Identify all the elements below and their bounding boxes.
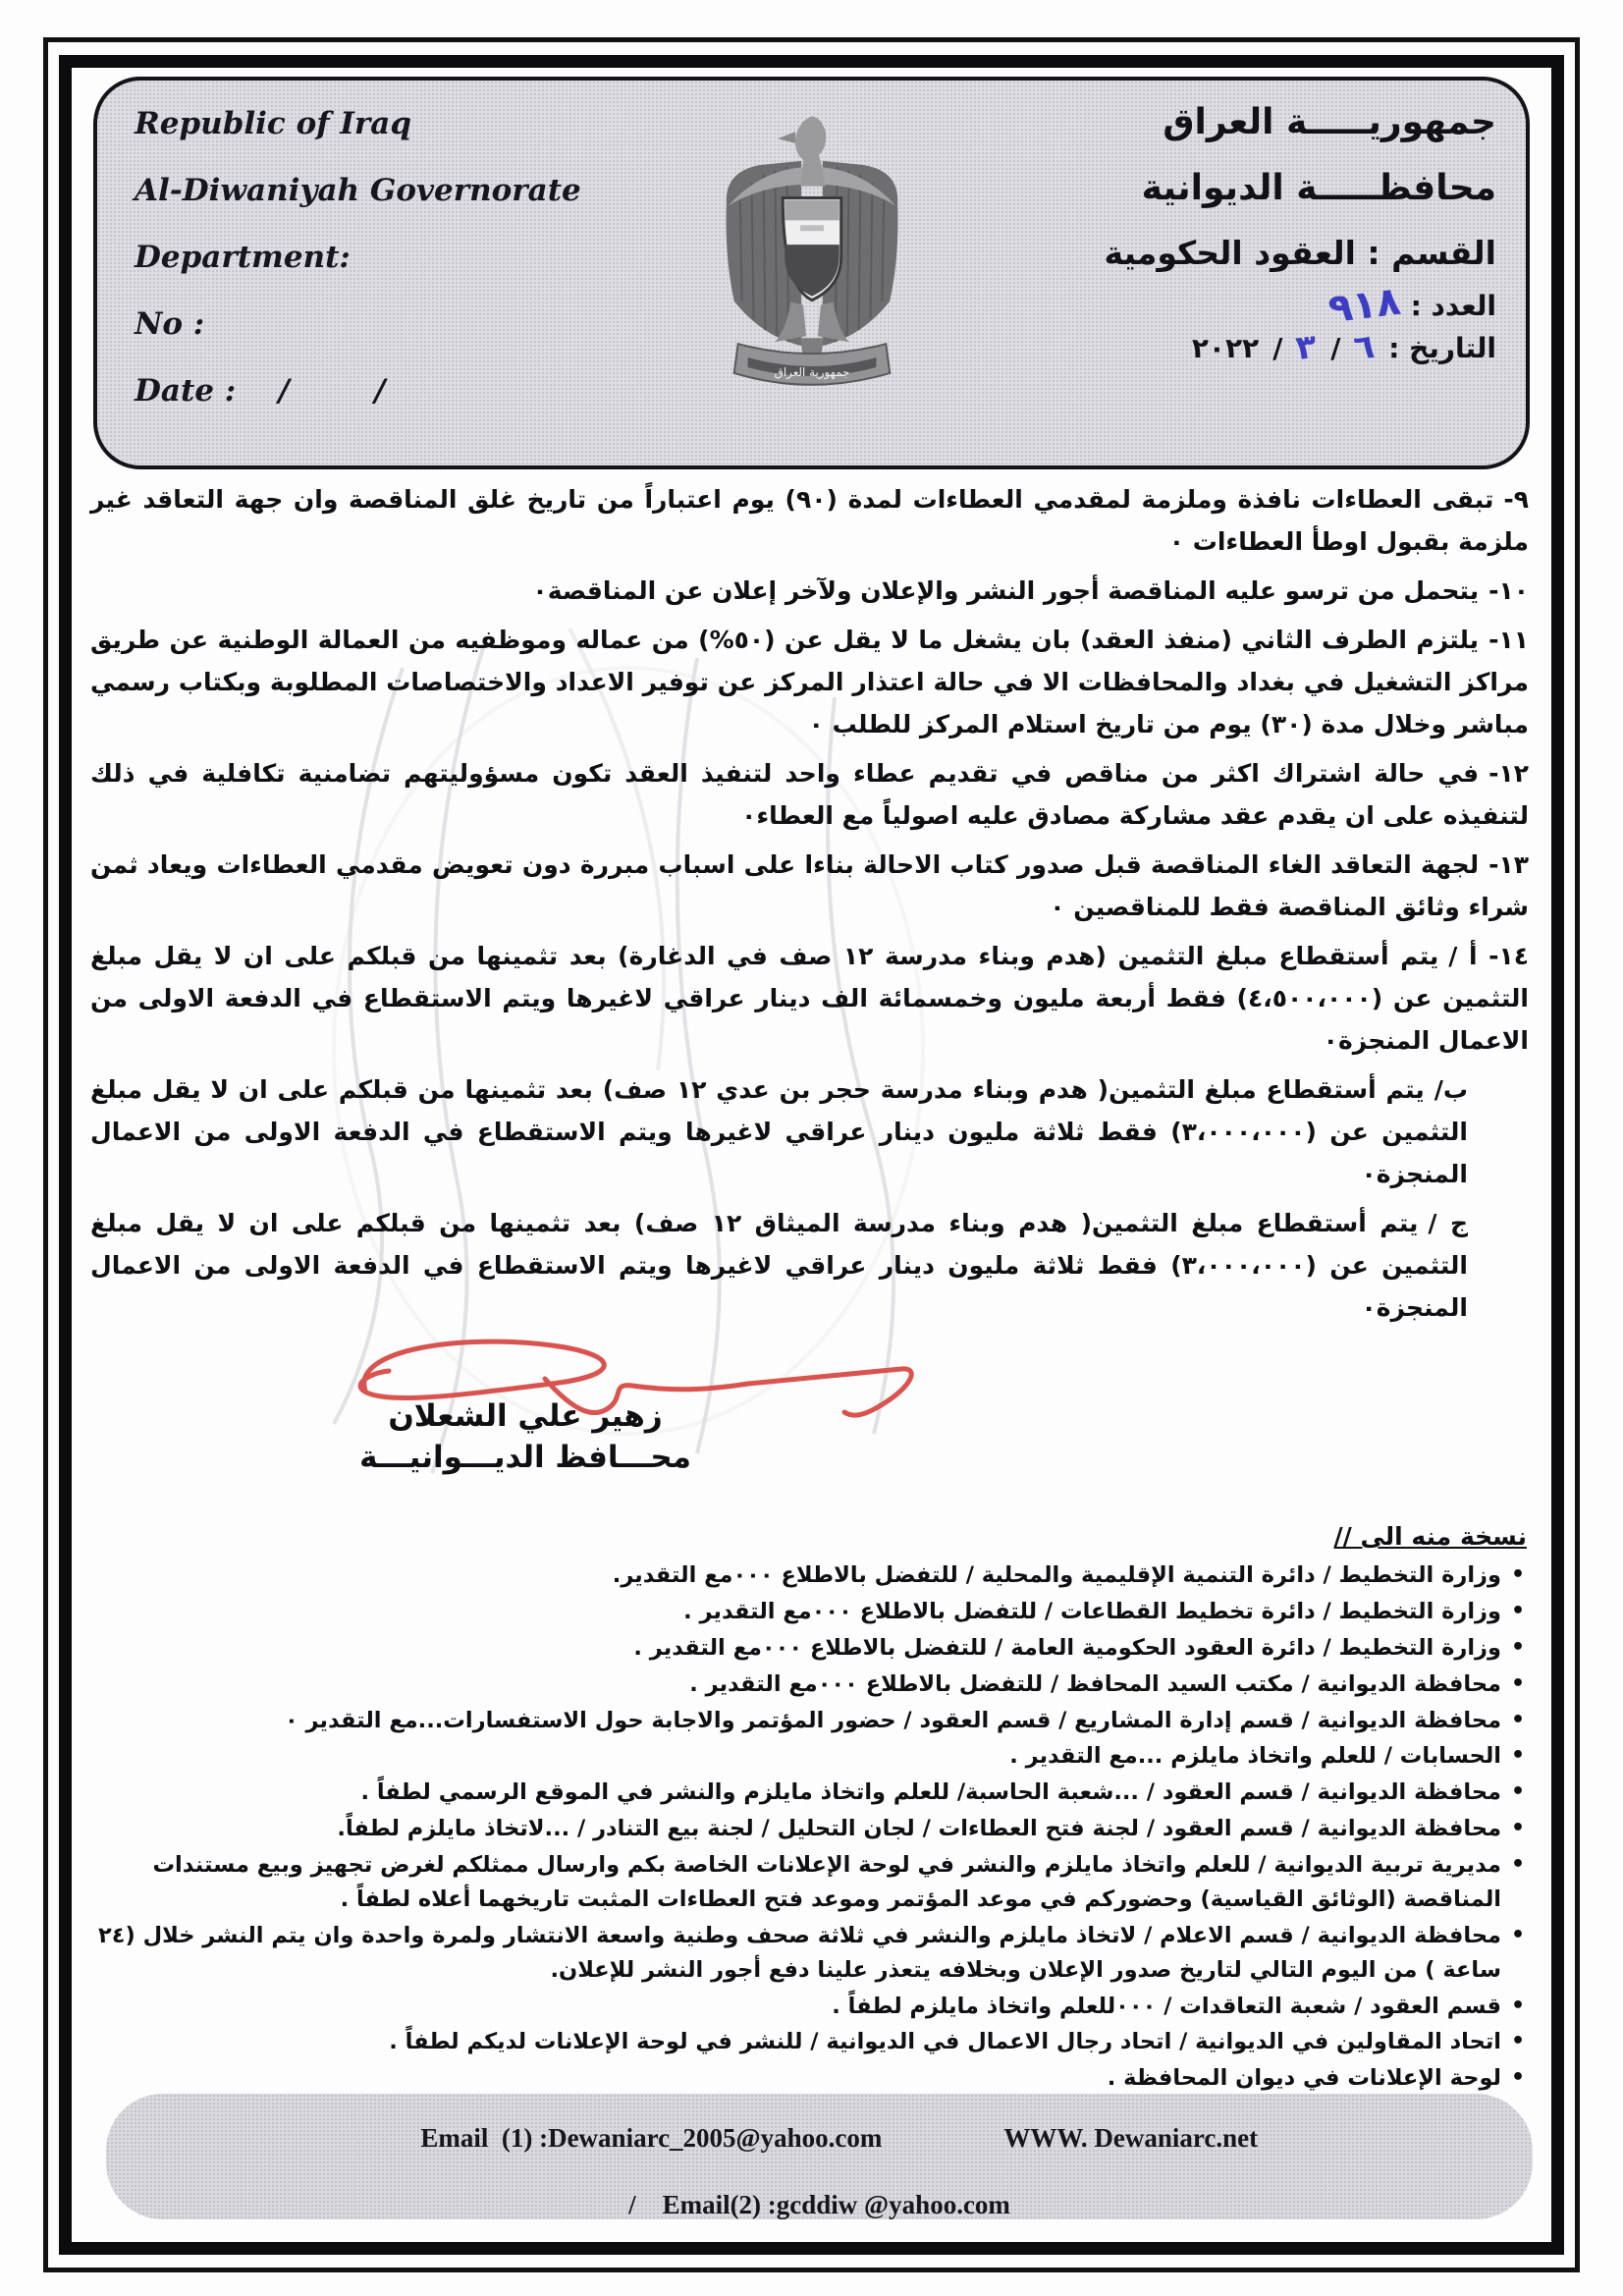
clause-13: ١٣-لجهة التعاقد الغاء المناقصة قبل صدور كتاب الاحالة بناءا على اسباب مبررة دون تعويض مقدمي العطاءات ويعاد ثمن شراء وثائق المناقصة فقط للمناقصين ٠ (90, 850, 1529, 921)
copy-item: • لوحة الإعلانات في ديوان المحافظة . (88, 2061, 1527, 2096)
copy-distribution-list (88, 1522, 1527, 2098)
copy-item: • وزارة التخطيط / دائرة العقود الحكومية العامة / للتفضل بالاطلاع ٠٠٠مع التقدير . (88, 1631, 1527, 1666)
clause-11: ١١-يلتزم الطرف الثاني (منفذ العقد) بان يشغل ما لا يقل عن (٥٠%) من عماله وموظفيه من العمالة الوطنية عن طريق مراكز التشغيل في بغداد والمحافظات الا في حالة اعتذار المركز عن توفير الاعداد والاختصاصات المطلوبة وبكتاب رسمي مباشر وخلال مدة (٣٠) يوم من تاريخ استلام المركز للطلب ٠ (90, 626, 1529, 738)
copy-item: • وزارة التخطيط / دائرة تخطيط القطاعات / للتفضل بالاطلاع ٠٠٠مع التقدير . (88, 1595, 1527, 1629)
handwritten-day: ٦ (1352, 326, 1378, 369)
copies-heading: نسخة منه الى // (1333, 1522, 1527, 1551)
letterhead-box (93, 77, 1530, 469)
date-label-ar: التاريخ : (1388, 331, 1496, 364)
arabic-section: القسم : العقود الحكومية (1104, 234, 1496, 272)
clause-14c: ج /يتم أستقطاع مبلغ التثمين( هدم وبناء مدرسة الميثاق ١٢ صف) بعد تثمينها من قبلكم على ان لا يقل مبلغ التثمين عن (٣،٠٠٠،٠٠٠) فقط ثلاثة مليون دينار عراقي لاغيرها ويتم الاستقطاع في الدفعة الاولى من الاعمال المنجزة٠ (90, 1209, 1468, 1322)
footer-contact-box (106, 2094, 1533, 2219)
clause-10: ١٠-يتحمل من ترسو عليه المناقصة أجور النشر والإعلان ولآخر إعلان عن المناقصة٠ (532, 576, 1529, 605)
arabic-governorate: محافظـــــة الديوانية (1141, 168, 1496, 208)
signer-title: محـــافظ الديـــوانيـــة (359, 1440, 691, 1475)
copy-item: • محافظة الديوانية / قسم إدارة المشاريع / قسم العقود / حضور المؤتمر والاجابة حول الاستفسارات...مع التقدير ٠ (88, 1704, 1527, 1738)
copy-item: • محافظة الديوانية / قسم العقود / ...شعبة الحاسبة/ للعلم واتخاذ مايلزم والنشر في الموقع الرسمي لطفاً . (88, 1776, 1527, 1810)
copy-item: • وزارة التخطيط / دائرة التنمية الإقليمية والمحلية / للتفضل بالاطلاع ٠٠٠مع التقدير. (88, 1558, 1527, 1593)
copy-item: • قسم العقود / شعبة التعاقدات / ٠٠٠للعلم واتخاذ مايلزم لطفاً . (88, 1990, 1527, 2024)
copy-item: • محافظة الديوانية / قسم الاعلام / لاتخاذ مايلزم والنشر في ثلاثة صحف وطنية واسعة الانتشار ولمرة واحدة وان يتم النشر خلال (٢٤ ساعة ) من اليوم التالي لتاريخ صدور الإعلان وبخلافه يتعذر علينا دفع أجور النشر للإعلان. (88, 1919, 1527, 1988)
clause-9: ٩-تبقى العطاءات نافذة وملزمة لمقدمي العطاءات لمدة (٩٠) يوم اعتباراً من تاريخ غلق المناقصة وان جهة التعاقد غير ملزمة بقبول اوطأ العطاءات ٠ (90, 485, 1530, 556)
copy-item: • محافظة الديوانية / مكتب السيد المحافظ / للتفضل بالاطلاع ٠٠٠مع التقدير . (88, 1667, 1527, 1702)
arabic-letterhead (1104, 102, 1496, 369)
document-date-line (1104, 326, 1496, 369)
english-country: Republic of Iraq (135, 106, 411, 141)
date-year: ٢٠٢٢ (1191, 331, 1260, 364)
signature-block (250, 1398, 800, 1475)
handwritten-month: ٣ (1294, 326, 1320, 369)
signer-name: زهير علي الشعلان (388, 1398, 663, 1434)
document-number-line (1104, 278, 1496, 333)
footer-email1: Email (1) :Dewaniarc_2005@yahoo.com (420, 2123, 883, 2153)
clause-12: ١٢-في حالة اشتراك اكثر من مناقص في تقديم عطاء واحد لتنفيذ العقد تكون مسؤوليتهم تضامنية تكافلية في ذلك لتنفيذه على ان يقدم عقد مشاركة مصادق عليه اصولياً مع العطاء٠ (90, 759, 1529, 830)
date-label-en: Date : / / (135, 373, 386, 409)
iraq-eagle-emblem (705, 94, 919, 418)
handwritten-number: ٩١٨ (1325, 278, 1404, 333)
date-slash: / (1330, 331, 1341, 364)
english-letterhead (135, 106, 581, 440)
department-label: Department: (135, 240, 351, 275)
number-label-en: No : (135, 306, 205, 342)
footer-line1 (381, 2093, 1258, 2184)
date-slash: / (1272, 331, 1283, 364)
copy-item: • الحسابات / للعلم واتخاذ مايلزم ...مع التقدير . (88, 1739, 1527, 1774)
emblem-banner-text: جمهورية العراق (774, 364, 849, 379)
footer-website: WWW. Dewaniarc.net (1003, 2123, 1259, 2153)
clause-14b: ب/يتم أستقطاع مبلغ التثمين( هدم وبناء مدرسة حجر بن عدي ١٢ صف) بعد تثمينها من قبلكم على ان لا يقل مبلغ التثمين عن (٣،٠٠٠،٠٠٠) فقط ثلاثة مليون دينار عراقي لاغيرها ويتم الاستقطاع في الدفعة الاولى من الاعمال المنجزة٠ (90, 1075, 1468, 1188)
number-label-ar: العدد : (1410, 289, 1496, 322)
letter-body (90, 478, 1529, 1336)
arabic-country: جمهوريـــــة العراق (1163, 102, 1496, 142)
english-governorate: Al-Diwaniyah Governorate (135, 173, 581, 208)
footer-email2: / Email(2) :gcddiw @yahoo.com (628, 2190, 1010, 2219)
copy-item: • محافظة الديوانية / قسم العقود / لجنة فتح العطاءات / لجان التحليل / لجنة بيع التنادر / ...لاتخاذ مايلزم لطفاً. (88, 1812, 1527, 1846)
copy-item: • مديرية تربية الديوانية / للعلم واتخاذ مايلزم والنشر في لوحة الإعلانات الخاصة بكم وارسال ممثلكم لغرض تجهيز وبيع مستندات المناقصة (الوثائق القياسية) وحضوركم في موعد المؤتمر وموعد فتح العطاءات المثبت تاريخهما أعلاه لطفاً . (88, 1848, 1527, 1917)
clause-14a: ١٤- أ /يتم أستقطاع مبلغ التثمين (هدم وبناء مدرسة ١٢ صف في الدغارة) بعد تثمينها من قبلكم على ان لا يقل مبلغ التثمين عن (٤،٥٠٠،٠٠٠) فقط أربعة مليون وخمسمائة الف دينار عراقي لاغيرها ويتم الاستقطاع في الدفعة الاولى من الاعمال المنجزة٠ (90, 942, 1530, 1055)
copy-item: • اتحاد المقاولين في الديوانية / اتحاد رجال الاعمال في الديوانية / للنشر في لوحة الإعلانات لديكم لطفاً . (88, 2025, 1527, 2059)
